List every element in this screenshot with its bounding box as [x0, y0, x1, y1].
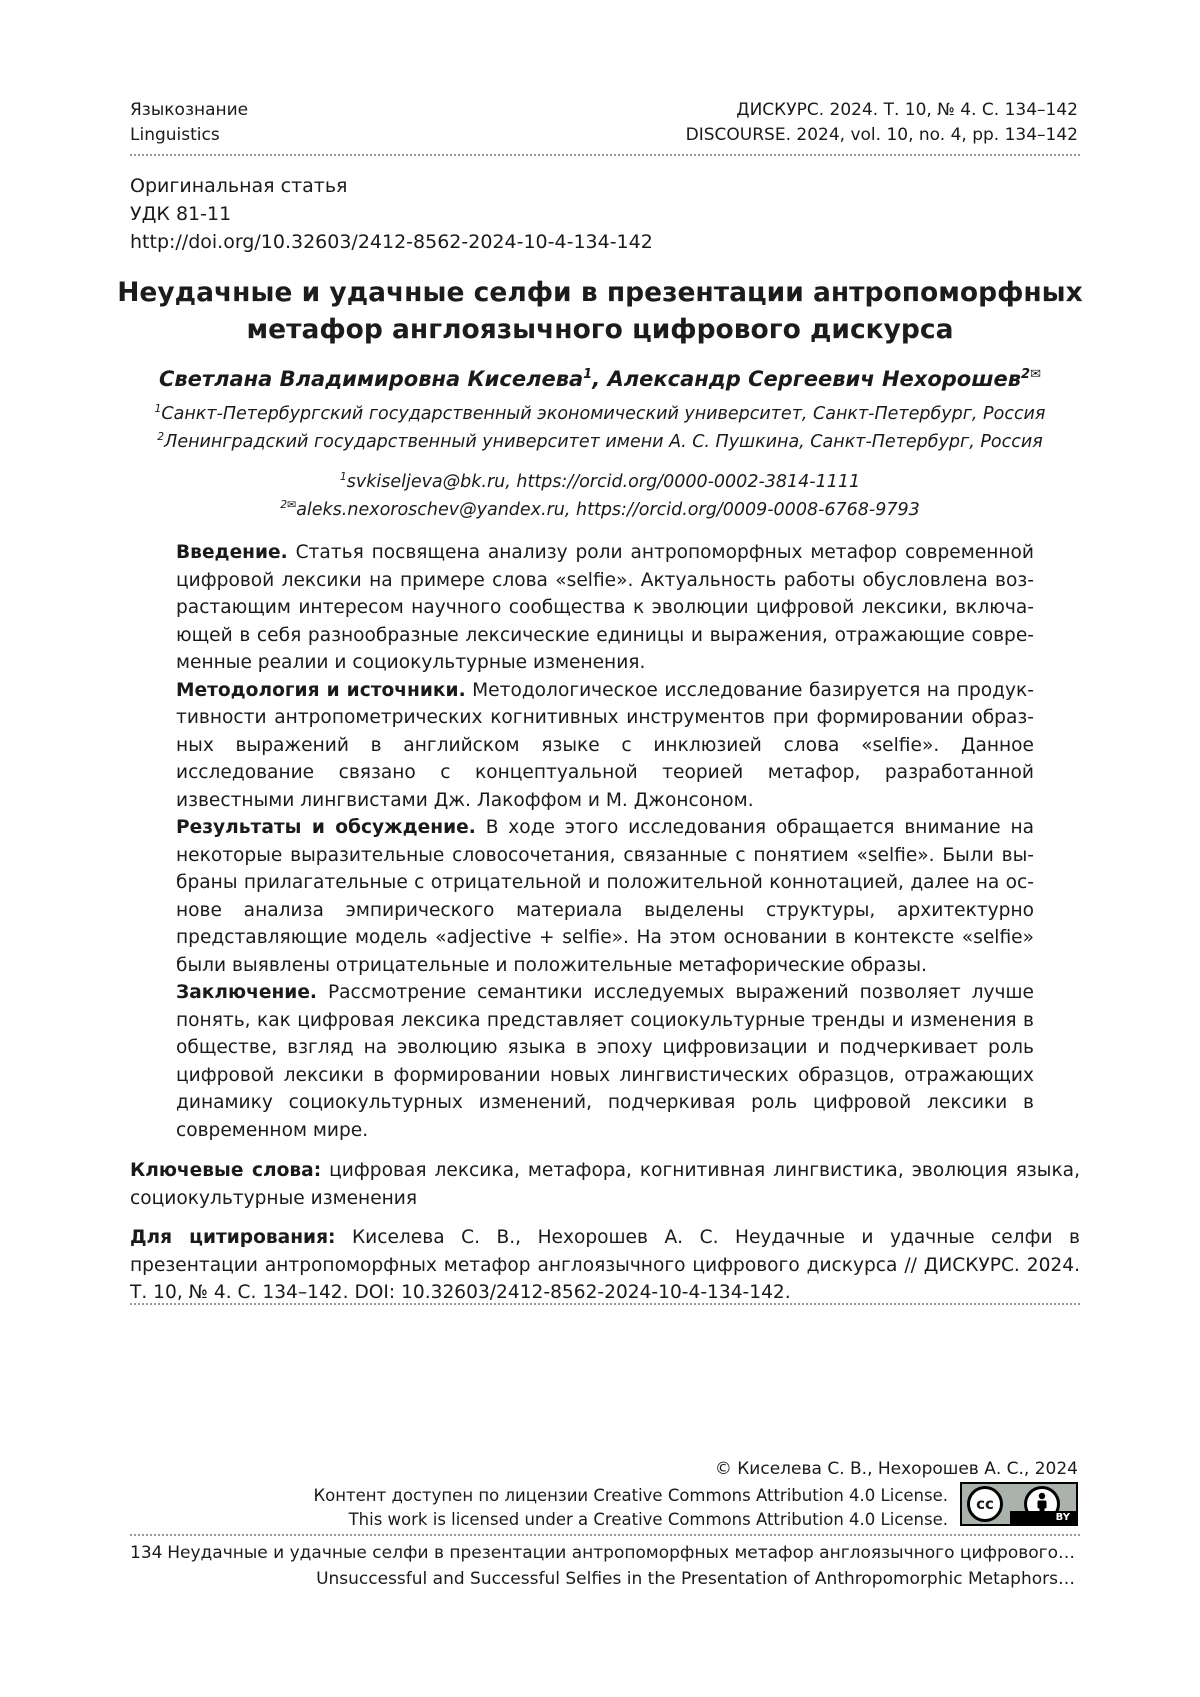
affiliation-2-text: Ленинградский государственный университет имени А. С. Пушкина, Санкт-Петербург, Россия: [164, 432, 1043, 452]
license-text-en: This work is licensed under a Creative Commons Attribution 4.0 License.: [348, 1510, 948, 1529]
doi-link[interactable]: http://doi.org/10.32603/2412-8562-2024-10-4-134-142: [130, 231, 653, 253]
page-number: 134: [130, 1543, 163, 1563]
affiliation-1: [100, 400, 1100, 428]
title-line-1: Неудачные и удачные селфи в презентации антропоморфных: [117, 277, 1083, 308]
by-label: BY: [1010, 1511, 1076, 1524]
journal-reference-ru: ДИСКУРС. 2024. Т. 10, № 4. С. 134–142: [736, 100, 1078, 120]
contact-2[interactable]: [100, 496, 1100, 524]
footer-divider: [130, 1534, 1080, 1536]
envelope-icon: ✉: [1030, 367, 1042, 382]
copyright-notice: © Киселева С. В., Нехорошев А. С., 2024: [714, 1459, 1078, 1479]
contact-1-text[interactable]: svkiseljeva@bk.ru, https://orcid.org/0000-0002-3814-1111: [346, 472, 861, 492]
affiliations: [100, 400, 1100, 456]
page-footer: [130, 1540, 1075, 1592]
keywords: [130, 1157, 1080, 1212]
citation-label: Для цитирования:: [130, 1227, 336, 1248]
contact-2-text[interactable]: aleks.nexoroschev@yandex.ru, https://orcid.org/0009-0008-6768-9793: [296, 500, 920, 520]
abstract-conclusion-text: Рассмотрение семантики исследуемых выражений позволяет лучше понять, как цифровая лексика представляет социокультурные тренды и изменения в обществе, взгляд на эволюцию языка в эпоху цифровизации и подчеркивает роль цифровой лексики в формировании новых лингвистических образцов, отражающих динамику социокультурных изменений, подчеркивая роль цифровой лексики в современном мире.: [176, 982, 1034, 1141]
section-label-en: Linguistics: [130, 125, 220, 145]
contacts: [100, 468, 1100, 524]
contact-1-mark: 1: [339, 470, 347, 484]
abstract-methodology: [176, 677, 1034, 815]
abstract-introduction: [176, 539, 1034, 677]
abstract: [176, 539, 1034, 1144]
contact-1[interactable]: [100, 468, 1100, 496]
affiliation-2-mark: 2: [157, 430, 165, 444]
citation-divider: [130, 1303, 1080, 1305]
author-1-name: Светлана Владимировна Киселева: [158, 367, 584, 391]
header-divider: [130, 154, 1080, 156]
abstract-methodology-text: Методологическое исследование базируется на продуктивности антропометрических когнитивных инструментов при формировании образных выражений в английском языке с инклюзией слова «selfie». Данное исследование связано с концептуальной теорией метафор, разработанной известными лингвистами Дж. Лакоффом и М. Джонсоном.: [176, 679, 1034, 811]
journal-reference-en: DISCOURSE. 2024, vol. 10, no. 4, pp. 134–142: [685, 125, 1078, 145]
journal-reference: [686, 98, 1078, 148]
license-text-ru: Контент доступен по лицензии Creative Commons Attribution 4.0 License.: [313, 1486, 948, 1505]
authors-line: [100, 364, 1100, 394]
affiliation-2: [100, 428, 1100, 456]
affiliation-1-mark: 1: [154, 402, 162, 416]
contact-2-mark: 2✉: [280, 498, 297, 512]
author-2-affiliation-mark: [1021, 367, 1041, 382]
abstract-results-text: В ходе этого исследования обращается внимание на некоторые выразительные словосочетания, связанные с понятием «selfie». Были выбраны прилагательные с отрицательной и положительной коннотацией, далее на основе анализа эмпирического материала выделены структуры, архитектурно представляющие модель «adjective + selfie». На этом основании в контексте «selfie» были выявлены отрицательные и положительные метафорические образы.: [176, 817, 1035, 976]
abstract-introduction-label: Введение.: [176, 542, 288, 563]
section-label-ru: Языкознание: [130, 100, 249, 120]
license-text: [313, 1484, 948, 1532]
abstract-conclusion: [176, 979, 1034, 1144]
author-1-affiliation-mark: 1: [583, 367, 593, 382]
citation: [130, 1224, 1080, 1307]
cc-logo-icon: cc: [967, 1486, 1003, 1522]
abstract-conclusion-label: Заключение.: [176, 982, 317, 1003]
udc-code: УДК 81-11: [130, 203, 232, 225]
citation-text: Киселева С. В., Нехорошев А. С. Неудачные и удачные селфи в презентации антропоморфных метафор англоязычного цифрового дискурса // ДИСКУРС. 2024. Т. 10, № 4. С. 134–142. DOI: 10.32603/2412-8562-2024-10-4-134-142.: [130, 1227, 1081, 1303]
affiliation-1-text: Санкт-Петербургский государственный экономический университет, Санкт-Петербург, Россия: [161, 404, 1046, 424]
abstract-introduction-text: Статья посвящена анализу роли антропоморфных метафор современной цифровой лексики на примере слова «selfie». Актуальность работы обусловлена возрастающим интересом научного сообщества к эволюции цифровой лексики, включающей в себя разнообразные лексические единицы и выражения, отражающие современные реалии и социокультурные изменения.: [176, 542, 1034, 673]
creative-commons-by-badge-icon[interactable]: [960, 1482, 1078, 1526]
article-meta: [130, 172, 653, 256]
author-2-name: Александр Сергеевич Нехорошев: [607, 367, 1022, 391]
abstract-results: [176, 814, 1034, 979]
abstract-results-label: Результаты и обсуждение.: [176, 817, 476, 838]
running-title-en: Unsuccessful and Successful Selfies in the Presentation of Anthropomorphic Metaphors…: [316, 1569, 1075, 1589]
article-type: Оригинальная статья: [130, 175, 348, 197]
keywords-text: цифровая лексика, метафора, когнитивная лингвистика, эволюция языка, социокультурные изменения: [130, 1160, 1080, 1209]
article-title: [100, 274, 1100, 348]
section-label: [130, 98, 248, 148]
abstract-methodology-label: Методология и источники.: [176, 679, 466, 701]
keywords-label: Ключевые слова:: [130, 1160, 322, 1181]
title-line-2: метафор англоязычного цифрового дискурса: [246, 314, 954, 345]
author-2-sup-number: 2: [1021, 367, 1031, 382]
authors-separator: ,: [592, 367, 608, 391]
running-title-ru: Неудачные и удачные селфи в презентации антропоморфных метафор англоязычного цифрового…: [167, 1543, 1075, 1563]
